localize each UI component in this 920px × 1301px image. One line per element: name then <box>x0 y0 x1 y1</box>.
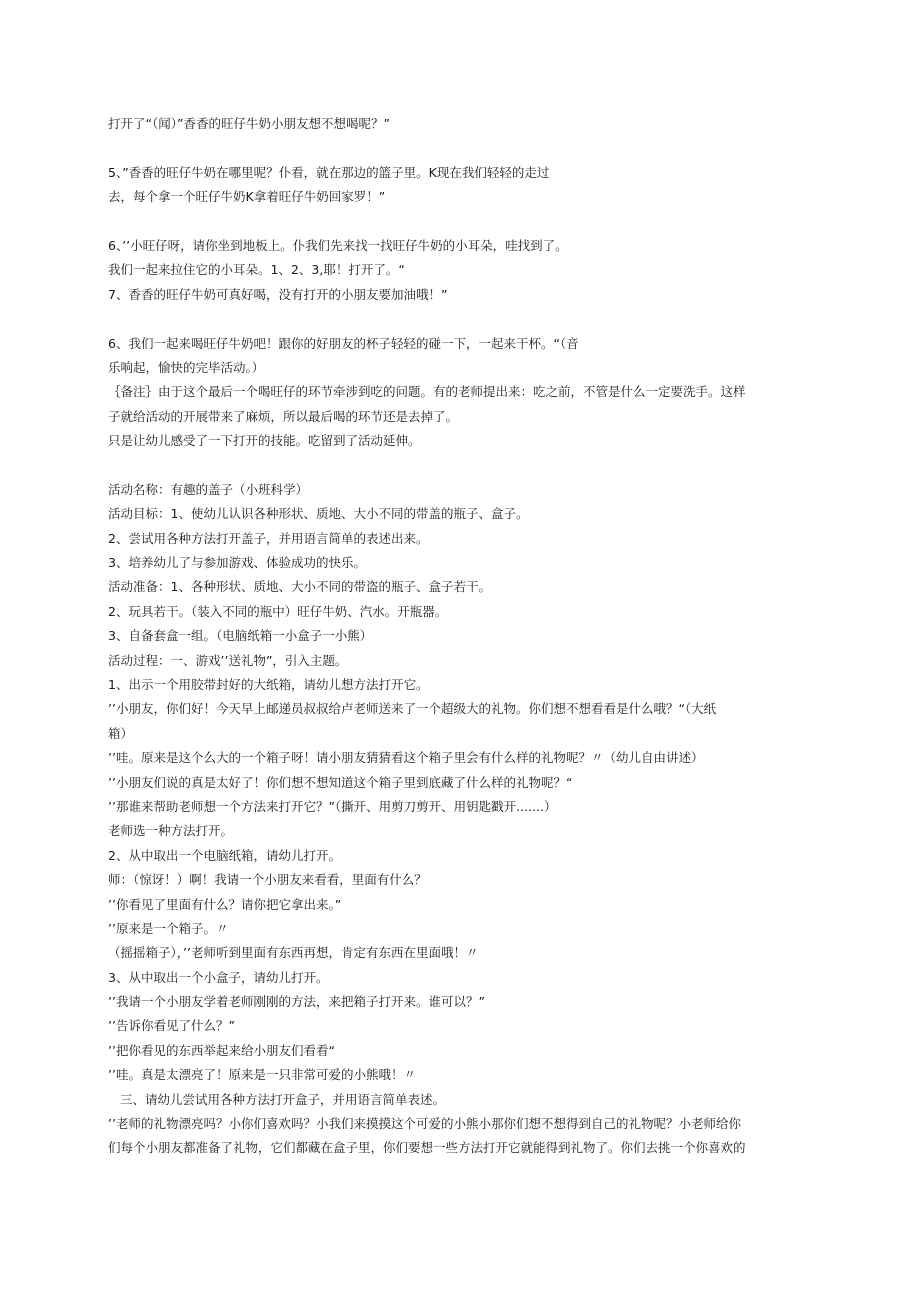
text-line: 3、从中取出一个小盒子，请幼儿打开。 <box>108 969 329 985</box>
text-line: ’’告诉你看见了什么？” <box>108 1018 235 1034</box>
text-line: 们每个小朋友都准备了礼物，它们都藏在盒子里，你们要想一些方法打开它就能得到礼物了。你们去挑一个你喜欢的 <box>108 1140 746 1156</box>
text-line: 箱） <box>108 725 134 741</box>
text-line: 只是让幼儿感受了一下打开的技能。吃留到了活动延伸。 <box>108 433 421 449</box>
text-line: 6、’’小旺仔呀，请你坐到地板上。仆我们先来找一找旺仔牛奶的小耳朵，哇找到了。 <box>108 237 568 253</box>
text-line: （摇摇箱子），’’老师听到里面有东西再想，肯定有东西在里面哦！〃 <box>108 945 479 961</box>
text-line: 2、玩具若干。（装入不同的瓶中）旺仔牛奶、汽水。开瓶器。 <box>108 603 448 619</box>
text-line: ’’把你看见的东西举起来给小朋友们看看“ <box>108 1042 335 1058</box>
text-line: 3、自备套盒一组。（电脑纸箱一小盒子一小熊） <box>108 628 373 644</box>
document-body <box>108 112 798 1161</box>
text-line: ’’我请一个小朋友学着老师刚刚的方法，来把箱子打开来。谁可以？” <box>108 994 485 1010</box>
text-line: 我们一起来拉住它的小耳朵。1、2、3,耶！打开了。“ <box>108 262 405 278</box>
text-line: ’’小朋友，你们好！今天早上邮递员叔叔给卢老师送来了一个超级大的礼物。你们想不想看看是什么哦？“（大纸 <box>108 701 717 717</box>
text-line: ’’小朋友们说的真是太好了！你们想不想知道这个箱子里到底藏了什么样的礼物呢？“ <box>108 774 573 790</box>
text-line: 老师选一种方法打开。 <box>108 823 234 839</box>
text-line: ’’哇。原来是这个么大的一个箱子呀！请小朋友猜猜看这个箱子里会有什么样的礼物呢？〃（幼儿自由讲述） <box>108 750 704 766</box>
text-line: 乐响起，愉快的完毕活动。） <box>108 359 265 375</box>
text-line: 活动目标：1、使幼儿认识各种形状、质地、大小不同的带盖的瓶子、盒子。 <box>108 506 529 522</box>
text-line: ’’原来是一个箱子。〃 <box>108 920 229 936</box>
text-line: 1、出示一个用胶带封好的大纸箱，请幼儿想方法打开它。 <box>108 676 429 692</box>
text-line: 5、”香香的旺仔牛奶在哪里呢？仆看，就在那边的篮子里。K现在我们轻轻的走过 <box>108 164 550 180</box>
text-line: ’’你看见了里面有什么？请你把它拿出来。” <box>108 896 342 912</box>
text-line: 3、培养幼儿了与参加游戏、体验成功的快乐。 <box>108 555 366 571</box>
text-line: 打开了“（闻）”香香的旺仔牛奶小朋友想不想喝呢？” <box>108 116 390 131</box>
activity-title: 活动名称：有趣的盖子（小班科学） <box>108 481 309 497</box>
text-line: ’’那谁来帮助老师想一个方法来打开它？”（撕开、用剪刀剪开、用钥匙戳开.......） <box>108 798 557 814</box>
text-line: 子就给活动的开展带来了麻烦，所以最后喝的环节还是去掉了。 <box>108 408 459 424</box>
text-line: ’’老师的礼物漂亮吗？小你们喜欢吗？小我们来摸摸这个可爱的小熊小那你们想不想得到自己的礼物呢？小老师给你 <box>108 1116 741 1132</box>
text-line: ｛备注｝由于这个最后一个喝旺仔的环节牵涉到吃的问题。有的老师提出来：吃之前，不管是什么一定要洗手。这样 <box>108 384 746 400</box>
blank-line <box>108 210 798 234</box>
blank-line <box>108 307 798 331</box>
text-line: 6、我们一起来喝旺仔牛奶吧！跟你的好朋友的杯子轻轻的碰一下，一起来干杯。“（音 <box>108 335 579 351</box>
blank-line <box>108 136 798 160</box>
text-line: 2、尝试用各种方法打开盖子，并用语言简单的表述出来。 <box>108 530 429 546</box>
text-line: ’’哇。真是太漂亮了！原来是一只非常可爱的小熊哦！〃 <box>108 1067 416 1083</box>
text-line: 7、香香的旺仔牛奶可真好喝，没有打开的小朋友要加油哦！” <box>108 286 448 302</box>
text-line: 2、从中取出一个电脑纸箱，请幼儿打开。 <box>108 847 341 863</box>
text-line: 活动过程：一、游戏’’送礼物”，引入主题。 <box>108 652 348 668</box>
blank-line <box>108 453 798 477</box>
text-line: 三、请幼儿尝试用各种方法打开盒子，并用语言简单表述。 <box>120 1091 446 1107</box>
text-line: 去，每个拿一个旺仔牛奶K拿着旺仔牛奶回家罗！” <box>108 189 386 205</box>
text-line: 师：（惊讶！）啊！我请一个小朋友来看看，里面有什么？ <box>108 872 427 888</box>
text-line: 活动准备：1、各种形状、质地、大小不同的带盗的瓶子、盒子若干。 <box>108 579 491 595</box>
